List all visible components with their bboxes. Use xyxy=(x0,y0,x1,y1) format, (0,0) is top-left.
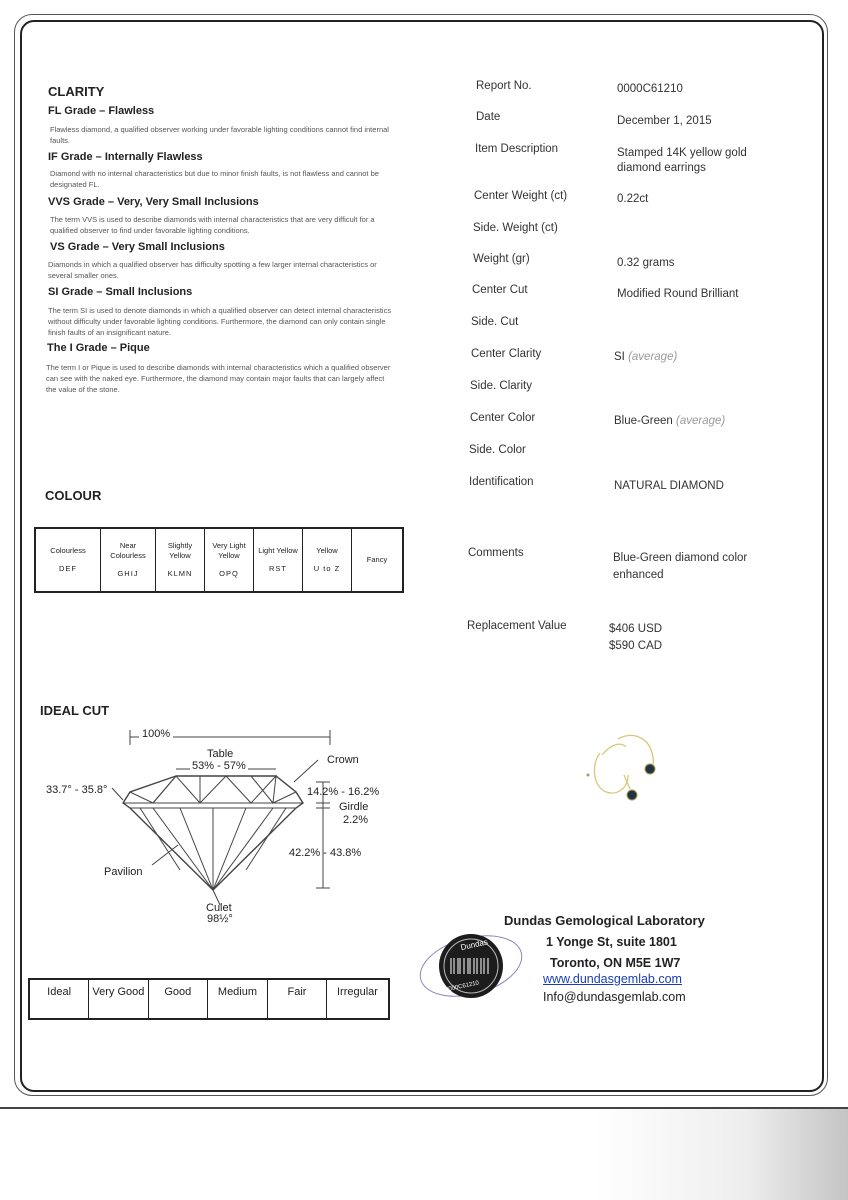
report-no-value: 0000C61210 xyxy=(617,83,683,95)
colour-name: Near Colourless xyxy=(110,541,146,560)
crown-height-label: 14.2% - 16.2% xyxy=(307,786,380,798)
colour-heading: COLOUR xyxy=(45,488,102,503)
colour-cell xyxy=(205,528,254,592)
side-weight-label: Side. Weight (ct) xyxy=(473,222,558,234)
ideal-cut-heading: IDEAL CUT xyxy=(40,703,110,718)
clarity-grade-desc: Diamond with no internal characteristics but due to minor finish faults, is not flawless and cannot be designated FL. xyxy=(50,169,379,189)
clarity-grade-title: FL Grade – Flawless xyxy=(48,105,155,117)
center-color-note: (average) xyxy=(676,415,726,427)
table-label: Table xyxy=(207,748,234,760)
total-width-label: 100% xyxy=(139,728,173,740)
lab-website-link[interactable]: www.dundasgemlab.com xyxy=(543,972,682,986)
colour-name: Fancy xyxy=(366,555,388,564)
clarity-grade-desc: Flawless diamond, a qualified observer working under favorable lighting conditions cannot find internal faults. xyxy=(50,125,389,145)
clarity-grade-desc: The term I or Pique is used to describe diamonds with internal characteristics which a qualified observer can see with the naked eye. Furthermore, the diamond may contain major faults that can largely affect the value of the stone. xyxy=(46,363,391,394)
center-clarity-label: Center Clarity xyxy=(471,348,542,360)
colour-scale-table xyxy=(34,527,404,593)
clarity-heading: CLARITY xyxy=(48,84,105,99)
cut-grade-cell: Good xyxy=(148,979,207,1019)
item-description-label: Item Description xyxy=(475,143,559,155)
comments-value: Blue-Green diamond color enhanced xyxy=(613,552,748,581)
weight-value: 0.32 grams xyxy=(617,257,675,269)
clarity-grade-title: VVS Grade – Very, Very Small Inclusions xyxy=(48,196,259,208)
date-label: Date xyxy=(476,111,501,123)
side-color-label: Side. Color xyxy=(469,444,526,456)
colour-name: Light Yellow xyxy=(258,546,298,555)
culet-label: Culet xyxy=(206,902,232,914)
clarity-grade-title: IF Grade – Internally Flawless xyxy=(48,151,203,163)
colour-cell xyxy=(303,528,352,592)
center-color-value xyxy=(614,414,725,429)
cut-grade-table xyxy=(28,978,390,1020)
girdle-value-label: 2.2% xyxy=(343,814,369,826)
weight-label: Weight (gr) xyxy=(473,253,530,265)
replacement-value-usd: $406 USD xyxy=(609,623,663,635)
lab-address-line2: Toronto, ON M5E 1W7 xyxy=(550,956,681,970)
colour-cell xyxy=(352,528,404,592)
colour-cell xyxy=(254,528,303,592)
colour-cell xyxy=(156,528,205,592)
center-clarity-note: (average) xyxy=(628,351,678,363)
girdle-label: Girdle xyxy=(339,801,369,813)
colour-grade: KLMN xyxy=(167,569,193,578)
colour-grade: RST xyxy=(269,564,287,573)
crown-label: Crown xyxy=(327,754,359,766)
comments-label: Comments xyxy=(468,547,524,559)
clarity-grade-title: SI Grade – Small Inclusions xyxy=(48,286,193,298)
cut-grade-cell: Fair xyxy=(267,979,326,1019)
identification-value: NATURAL DIAMOND xyxy=(614,480,724,492)
scan-bottom-margin xyxy=(0,1109,848,1200)
colour-cell xyxy=(101,528,156,592)
colour-grade: U to Z xyxy=(313,564,341,573)
cut-grade-cell: Medium xyxy=(207,979,267,1019)
lab-name: Dundas Gemological Laboratory xyxy=(504,913,705,928)
replacement-value-cad: $590 CAD xyxy=(609,640,663,652)
clarity-grade-desc: The term VVS is used to describe diamonds with internal characteristics that are very difficult for a qualified observer to find under favorable lighting conditions. xyxy=(50,215,375,235)
earrings-photo xyxy=(580,725,675,815)
colour-grade: GHIJ xyxy=(117,569,139,578)
seal-text: Dundas xyxy=(459,937,489,953)
identification-label: Identification xyxy=(469,476,534,488)
center-clarity-grade: SI xyxy=(614,351,625,363)
center-cut-value: Modified Round Brilliant xyxy=(617,288,739,300)
lab-seal-stamp xyxy=(415,918,527,1018)
seal-number: 0000C61210 xyxy=(444,980,480,994)
crown-angle-label: 33.7° - 35.8° xyxy=(46,784,108,796)
colour-grade: DEF xyxy=(59,564,77,573)
center-color-grade: Blue-Green xyxy=(614,415,673,427)
colour-name: Yellow xyxy=(316,546,338,555)
clarity-grade-title: VS Grade – Very Small Inclusions xyxy=(50,241,225,253)
colour-name: Slightly Yellow xyxy=(167,541,193,560)
pavilion-depth-label: 42.2% - 43.8% xyxy=(289,847,362,859)
lab-email: Info@dundasgemlab.com xyxy=(543,990,686,1004)
cut-grade-cell: Very Good xyxy=(89,979,148,1019)
center-weight-value: 0.22ct xyxy=(617,193,649,205)
lab-address-line1: 1 Yonge St, suite 1801 xyxy=(546,935,677,949)
cut-grade-cell: Irregular xyxy=(326,979,389,1019)
table-range-label: 53% - 57% xyxy=(192,760,246,772)
report-no-label: Report No. xyxy=(476,80,532,92)
colour-grade: OPQ xyxy=(219,569,239,578)
colour-name: Very Light Yellow xyxy=(212,541,246,560)
clarity-grade-desc: The term SI is used to denote diamonds in which a qualified observer can detect internal characteristics without difficulty under favorable lighting conditions. Furthermore, the diamond can only contain single finish faults of an insignificant nature. xyxy=(48,306,392,337)
clarity-grade-title: The I Grade – Pique xyxy=(47,342,150,354)
item-description-value: Stamped 14K yellow gold diamond earrings xyxy=(617,147,747,174)
pavilion-label: Pavilion xyxy=(104,866,143,878)
cut-grade-cell: Ideal xyxy=(29,979,89,1019)
center-color-label: Center Color xyxy=(470,412,536,424)
colour-name: Colourless xyxy=(50,546,86,555)
date-value: December 1, 2015 xyxy=(617,115,712,127)
side-clarity-label: Side. Clarity xyxy=(470,380,532,392)
side-cut-label: Side. Cut xyxy=(471,316,519,328)
clarity-grade-desc: Diamonds in which a qualified observer has difficulty spotting a few larger internal characteristics or several smaller ones. xyxy=(48,260,377,280)
center-weight-label: Center Weight (ct) xyxy=(474,190,568,202)
center-clarity-value xyxy=(614,350,677,365)
culet-value-label: 98½° xyxy=(207,913,233,925)
replacement-value-label: Replacement Value xyxy=(467,620,567,632)
colour-cell xyxy=(35,528,101,592)
center-cut-label: Center Cut xyxy=(472,284,528,296)
